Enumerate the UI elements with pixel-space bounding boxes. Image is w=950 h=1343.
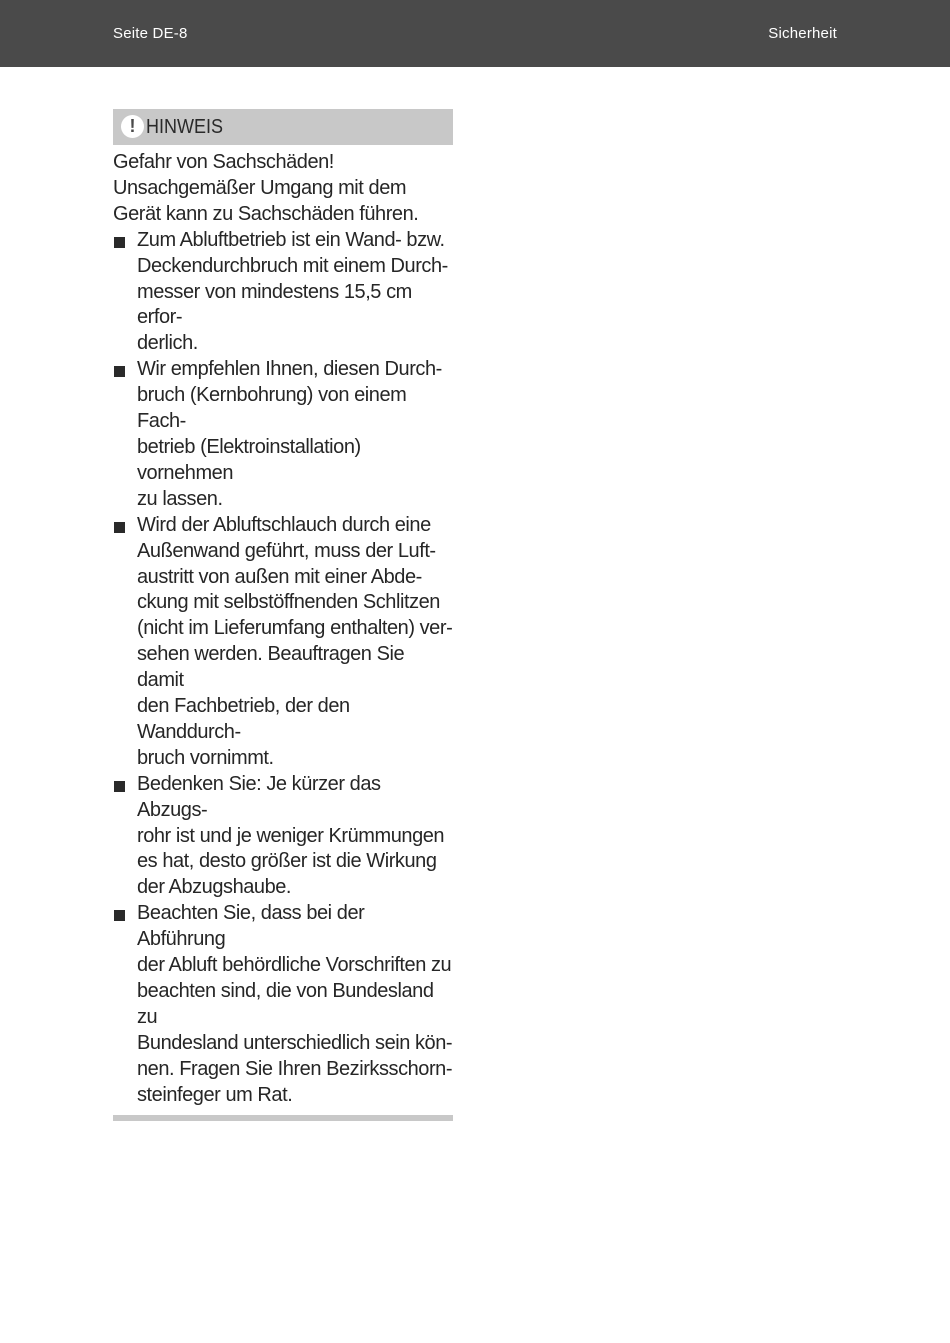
notice-box xyxy=(113,109,453,1121)
notice-list xyxy=(113,228,453,1109)
bullet-square-icon xyxy=(114,366,125,377)
list-item xyxy=(113,772,453,902)
bullet-square-icon xyxy=(114,522,125,533)
list-item-text: Zum Abluftbetrieb ist ein Wand- bzw. Deckendurchbruch mit einem Durch- messer von mindestens 15,5 cm erfor- derlich. xyxy=(137,228,448,355)
notice-lead-warning: Gefahr von Sachschäden! xyxy=(113,151,334,173)
list-item-text: Beachten Sie, dass bei der Abführung der Abluft behördliche Vorschriften zu beachten sind, die von Bundesland zu Bundesland unterschiedlich sein kön- nen. Fragen Sie Ihren Bezirksschorn- steinfeger um Rat. xyxy=(137,902,453,1106)
page-number: Seite DE-8 xyxy=(113,25,188,42)
list-item xyxy=(113,357,453,512)
bullet-square-icon xyxy=(114,781,125,792)
exclamation-icon: ! xyxy=(121,115,144,138)
section-title: Sicherheit xyxy=(768,25,837,42)
list-item-text: Wird der Abluftschlauch durch eine Außenwand geführt, muss der Luft- austritt von außen mit einer Abde- ckung mit selbstöffnenden Schlitzen (nicht im Lieferumfang enthalten) ver- sehen werden. Beauftragen Sie damit den Fachbetrieb, der den Wanddurch- bruch vornimmt. xyxy=(137,513,453,769)
page-header xyxy=(0,0,950,67)
list-item-text: Wir empfehlen Ihnen, diesen Durch- bruch (Kernbohrung) von einem Fach- betrieb (Elektroinstallation) vornehmen zu lassen. xyxy=(137,358,442,510)
list-item xyxy=(113,228,453,358)
bullet-square-icon xyxy=(114,910,125,921)
notice-body xyxy=(113,150,453,1109)
bullet-square-icon xyxy=(114,237,125,248)
notice-lead-description: Unsachgemäßer Umgang mit dem Gerät kann zu Sachschäden führen. xyxy=(113,176,419,225)
notice-title: HINWEIS xyxy=(146,116,224,138)
list-item xyxy=(113,901,453,1108)
list-item-text: Bedenken Sie: Je kürzer das Abzugs- rohr ist und je weniger Krümmungen es hat, desto größer ist die Wirkung der Abzugshaube. xyxy=(137,772,445,899)
notice-header xyxy=(113,109,453,145)
notice-footer-bar xyxy=(113,1115,453,1121)
list-item xyxy=(113,513,453,772)
